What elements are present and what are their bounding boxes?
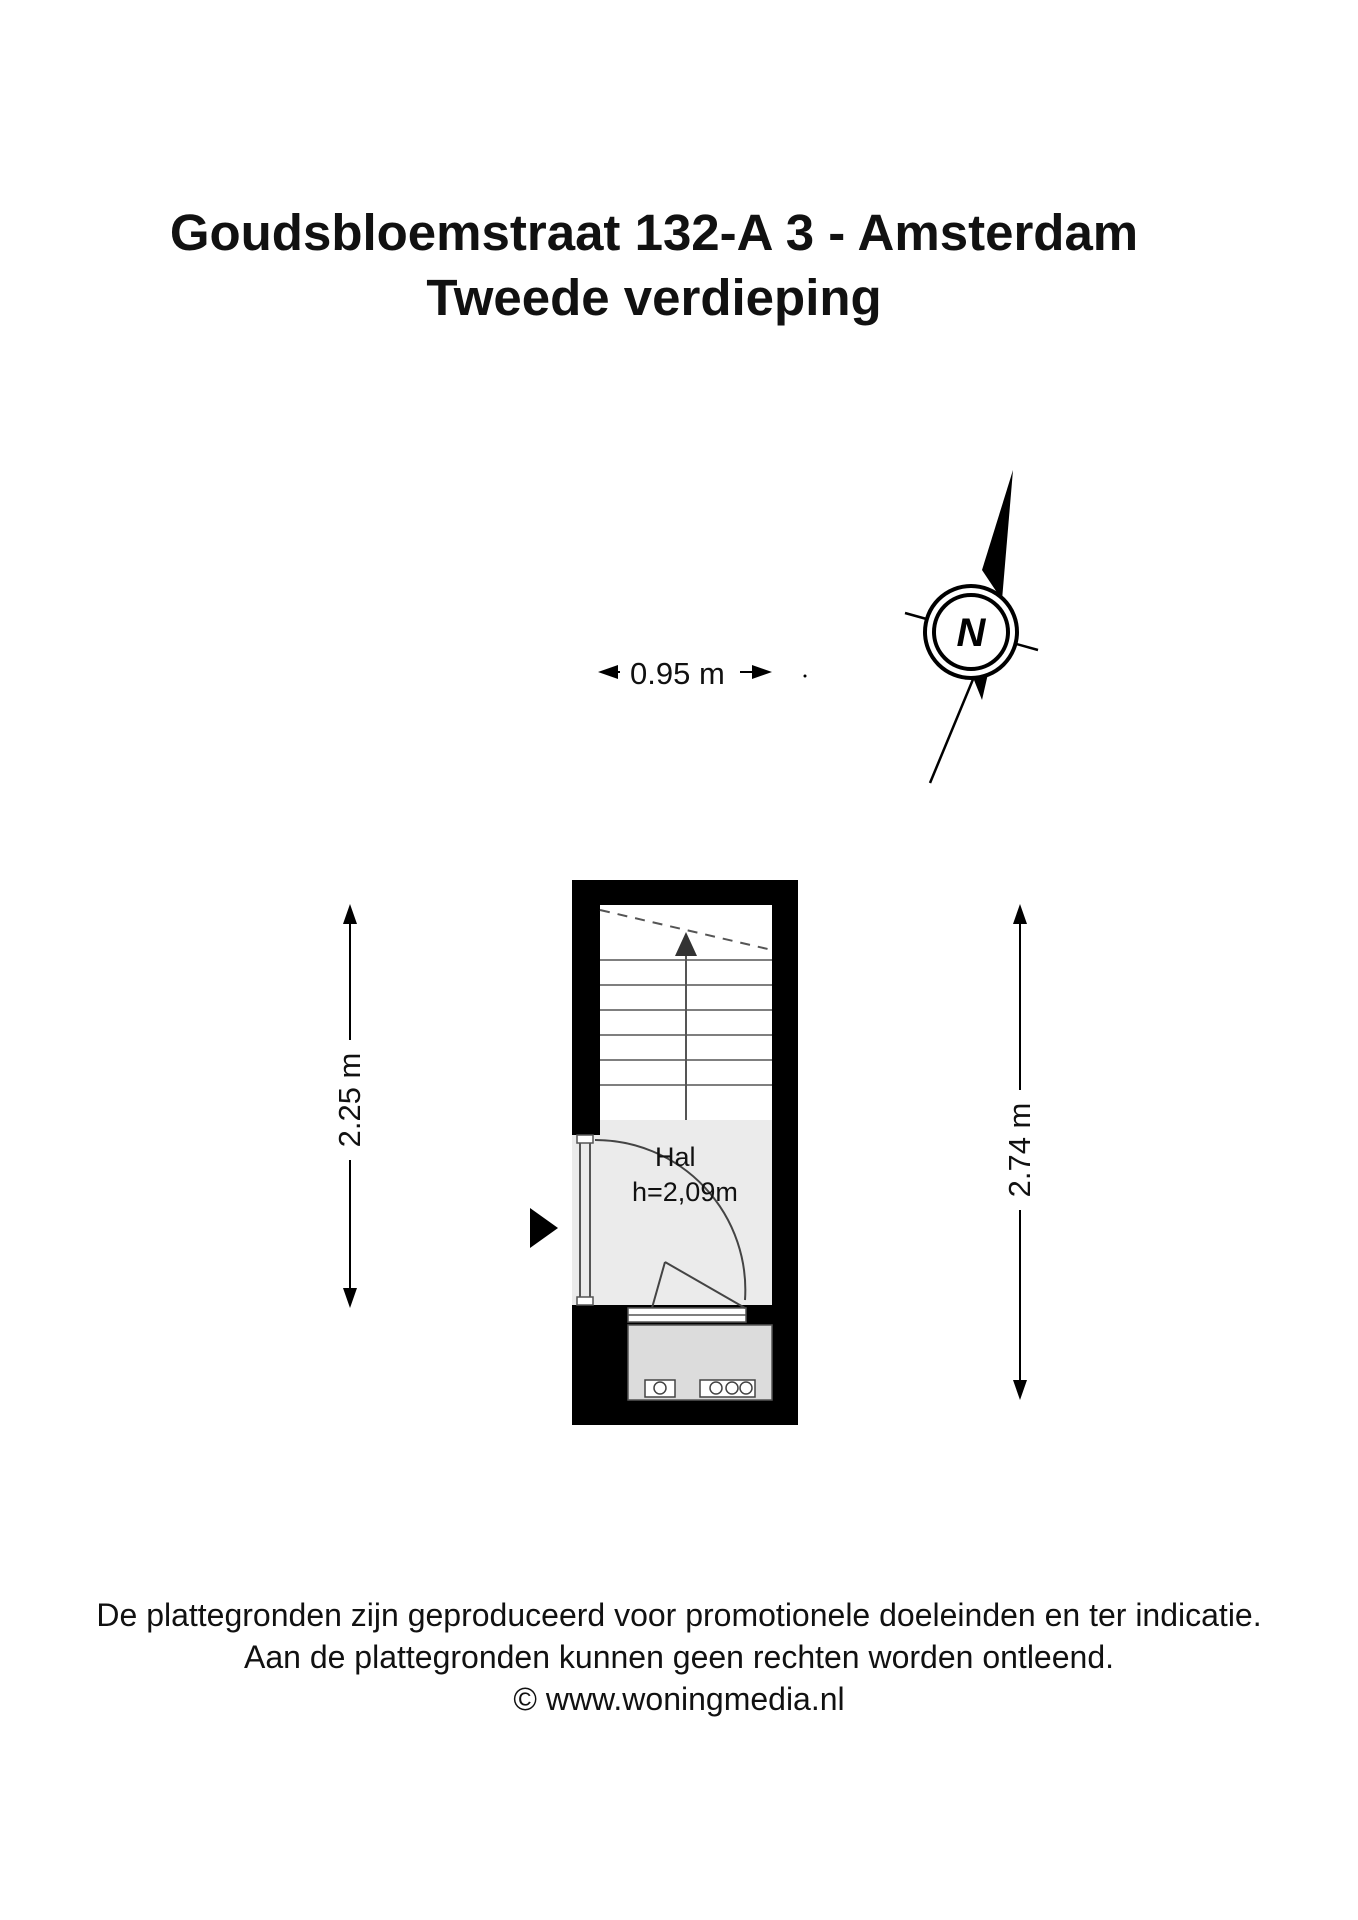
left-height-dimension-label: 2.25 m bbox=[332, 1052, 367, 1148]
gas-electric-meter-icon bbox=[700, 1380, 755, 1397]
floor-subtitle: Tweede verdieping bbox=[426, 269, 882, 326]
water-meter-icon bbox=[645, 1380, 675, 1397]
copyright-line: © www.woningmedia.nl bbox=[513, 1681, 845, 1717]
right-height-dimension-label: 2.74 m bbox=[1002, 1102, 1037, 1198]
staircase bbox=[600, 905, 772, 1120]
width-dimension-label: 0.95 m bbox=[630, 656, 725, 691]
page-title: Goudsbloemstraat 132-A 3 - Amsterdam bbox=[169, 204, 1139, 261]
room-name-label: Hal bbox=[655, 1142, 696, 1172]
compass-icon bbox=[905, 470, 1038, 783]
room-height-label: h=2,09m bbox=[632, 1177, 738, 1207]
disclaimer-line-2: Aan de plattegronden kunnen geen rechten worden ontleend. bbox=[243, 1639, 1114, 1675]
disclaimer-line-1: De plattegronden zijn geproduceerd voor promotionele doeleinden en ter indicatie. bbox=[96, 1597, 1262, 1633]
entrance-arrow-icon bbox=[530, 1208, 558, 1248]
compass-north-label: N bbox=[956, 611, 986, 655]
